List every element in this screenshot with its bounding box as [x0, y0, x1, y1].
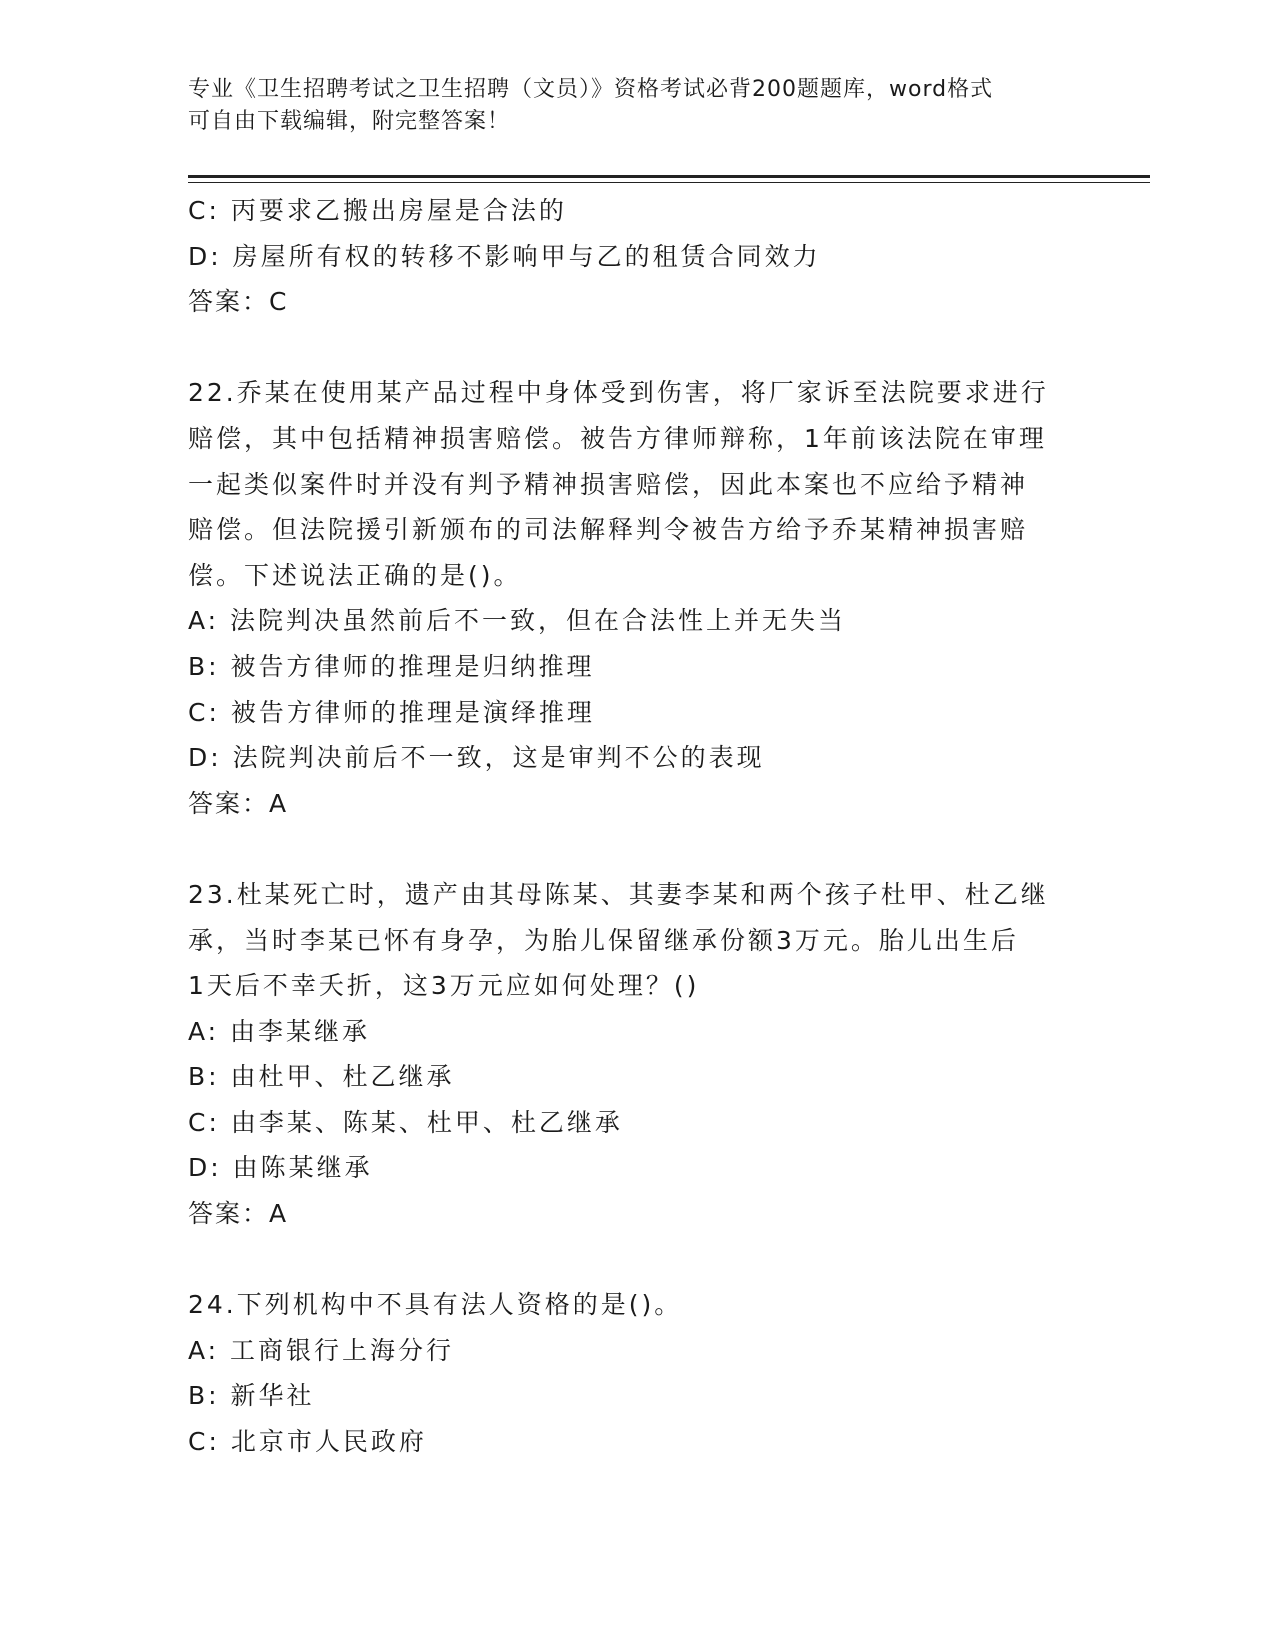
document-body: [188, 188, 1088, 1465]
spacer: [188, 325, 1088, 371]
question-stem-line: 承，当时李某已怀有身孕，为胎儿保留继承份额3万元。胎儿出生后: [188, 925, 1019, 955]
question-stem-line: 1天后不幸夭折，这3万元应如何处理？(): [188, 971, 700, 1001]
option-b: B: 新华社: [188, 1381, 315, 1411]
question-22: [188, 370, 1088, 826]
spacer: [188, 826, 1088, 872]
option-b: B: 被告方律师的推理是归纳推理: [188, 651, 595, 681]
option-d: D: 法院判决前后不一致，这是审判不公的表现: [188, 743, 765, 773]
option-c: C: 北京市人民政府: [188, 1427, 427, 1457]
answer: 答案：C: [188, 287, 289, 317]
question-21-tail: [188, 188, 1088, 325]
question-stem-line: 偿。下述说法正确的是()。: [188, 560, 522, 590]
answer: 答案：A: [188, 788, 289, 818]
option-a: A: 法院判决虽然前后不一致，但在合法性上并无失当: [188, 606, 847, 636]
option-b: B: 由杜甲、杜乙继承: [188, 1062, 455, 1092]
header-line-2: 可自由下载编辑，附完整答案！: [188, 109, 511, 134]
question-stem-line: 23.杜某死亡时，遗产由其母陈某、其妻李某和两个孩子杜甲、杜乙继: [188, 879, 1049, 909]
header-divider-thin: [188, 182, 1150, 183]
option-d: D: 由陈某继承: [188, 1153, 373, 1183]
answer: 答案：A: [188, 1199, 289, 1229]
option-a: A: 工商银行上海分行: [188, 1335, 455, 1365]
question-stem-line: 一起类似案件时并没有判予精神损害赔偿，因此本案也不应给予精神: [188, 469, 1029, 499]
option-d: D: 房屋所有权的转移不影响甲与乙的租赁合同效力: [188, 241, 821, 271]
page-header: [188, 74, 1088, 138]
spacer: [188, 1237, 1088, 1283]
question-stem: 24.下列机构中不具有法人资格的是()。: [188, 1290, 683, 1320]
option-c: C: 丙要求乙搬出房屋是合法的: [188, 196, 567, 225]
question-23: [188, 872, 1088, 1237]
question-24: [188, 1282, 1088, 1464]
header-line-1: 专业《卫生招聘考试之卫生招聘（文员）》资格考试必背200题题库，word格式: [188, 77, 994, 102]
option-c: C: 由李某、陈某、杜甲、杜乙继承: [188, 1107, 623, 1137]
option-c: C: 被告方律师的推理是演绎推理: [188, 697, 595, 727]
question-stem-line: 赔偿，其中包括精神损害赔偿。被告方律师辩称，1年前该法院在审理: [188, 423, 1047, 453]
question-stem-line: 赔偿。但法院援引新颁布的司法解释判令被告方给予乔某精神损害赔: [188, 515, 1029, 545]
option-a: A: 由李某继承: [188, 1016, 371, 1046]
question-stem-line: 22.乔某在使用某产品过程中身体受到伤害，将厂家诉至法院要求进行: [188, 378, 1049, 408]
header-divider-thick: [188, 175, 1150, 178]
